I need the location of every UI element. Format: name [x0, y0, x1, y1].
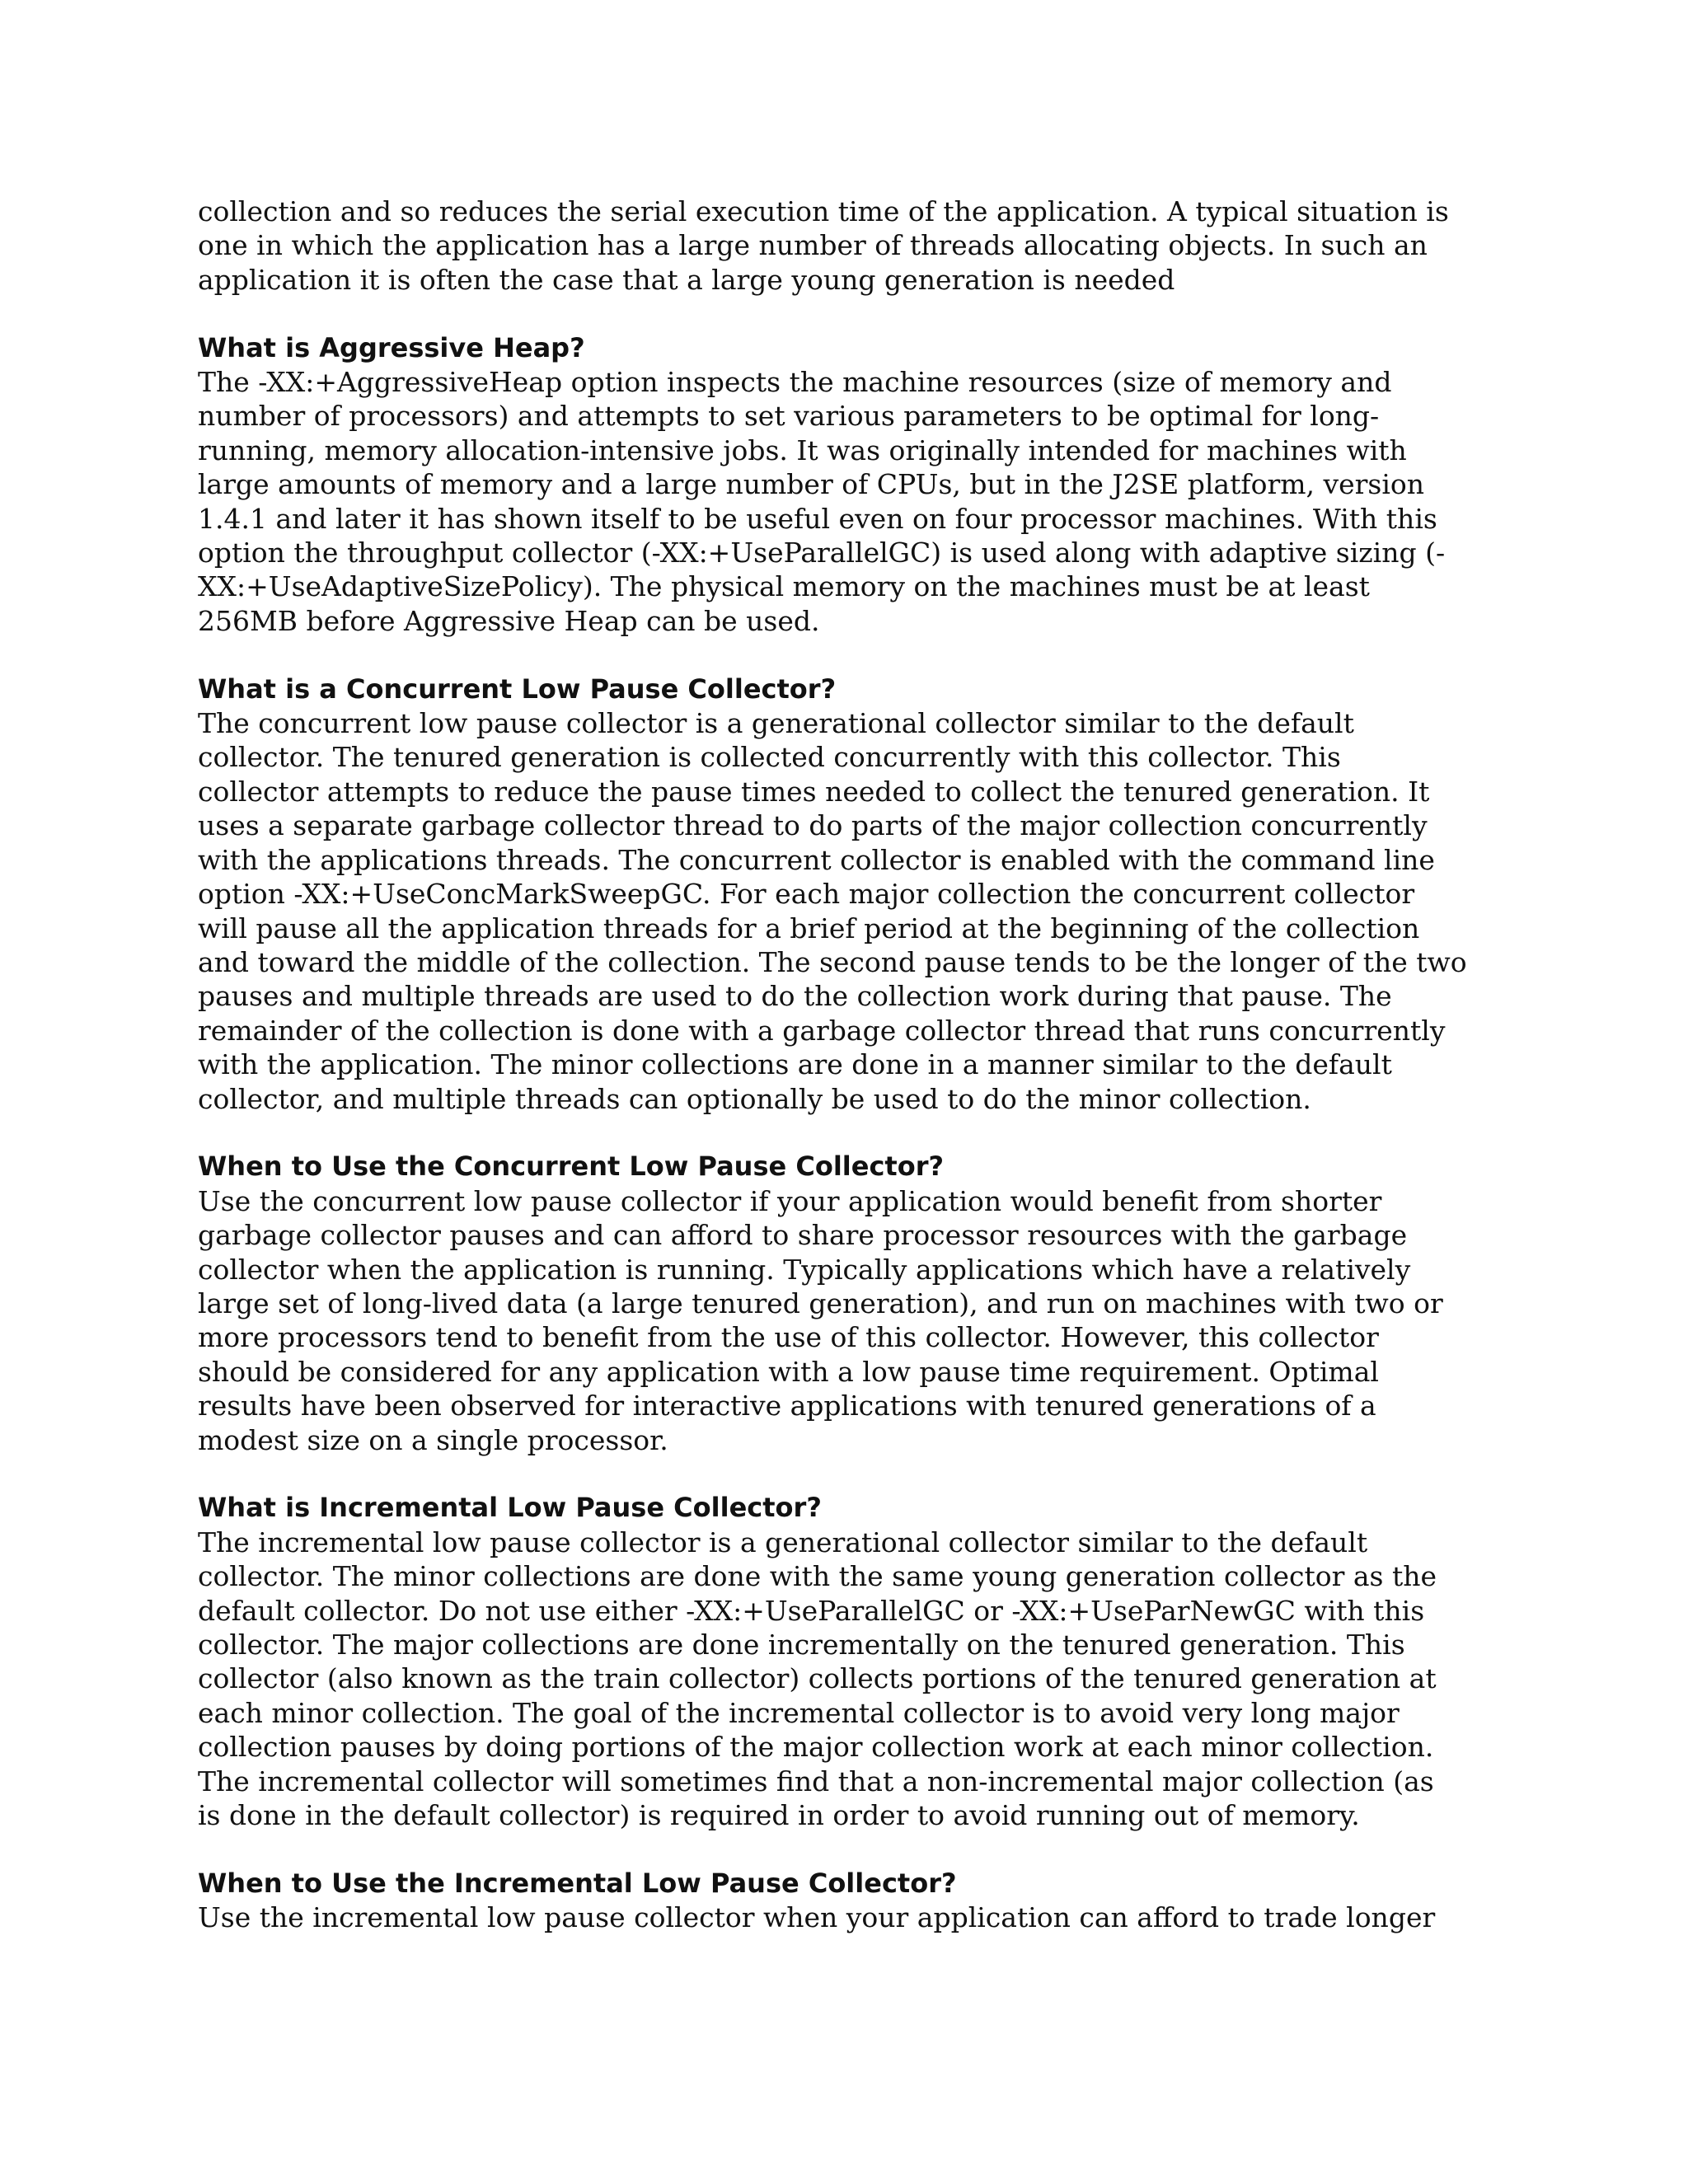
text-line: one in which the application has a large number of threads allocating objects. In such an: [198, 229, 1428, 262]
text-line: uses a separate garbage collector thread to do parts of the major collection concurrently: [198, 809, 1428, 842]
text-line: collector. The tenured generation is collected concurrently with this collector. This: [198, 741, 1341, 774]
text-line: The concurrent low pause collector is a generational collector similar to the default: [198, 707, 1354, 740]
text-line: The incremental low pause collector is a generational collector similar to the default: [198, 1526, 1368, 1558]
text-line: option the throughput collector (-XX:+UseParallelGC) is used along with adaptive sizing (-: [198, 537, 1446, 569]
text-line: remainder of the collection is done with a garbage collector thread that runs concurrently: [198, 1014, 1446, 1047]
text-line: collector attempts to reduce the pause times needed to collect the tenured generation. It: [198, 775, 1430, 808]
text-line: each minor collection. The goal of the incremental collector is to avoid very long major: [198, 1696, 1400, 1729]
text-line: is done in the default collector) is required in order to avoid running out of memory.: [198, 1799, 1360, 1832]
text-line: results have been observed for interactive applications with tenured generations of a: [198, 1390, 1376, 1422]
text-line: collection pauses by doing portions of the major collection work at each minor collection.: [198, 1731, 1434, 1764]
text-line: collector when the application is running. Typically applications which have a relatively: [198, 1253, 1411, 1286]
text-line: XX:+UseAdaptiveSizePolicy). The physical memory on the machines must be at least: [198, 570, 1370, 603]
text-line: and toward the middle of the collection. The second pause tends to be the longer of the two: [198, 945, 1467, 978]
text-line: collector (also known as the train collector) collects portions of the tenured generation at: [198, 1662, 1437, 1695]
section-body-incremental-collector: [198, 1526, 1500, 1833]
section-heading-when-concurrent: When to Use the Concurrent Low Pause Collector?: [198, 1151, 945, 1183]
text-line: running, memory allocation-intensive jobs. It was originally intended for machines with: [198, 434, 1407, 466]
text-line: default collector. Do not use either -XX:+UseParallelGC or -XX:+UseParNewGC with this: [198, 1594, 1425, 1627]
text-line: large set of long-lived data (a large tenured generation), and run on machines with two or: [198, 1286, 1443, 1319]
text-line: option -XX:+UseConcMarkSweepGC. For each major collection the concurrent collector: [198, 878, 1415, 911]
paragraph-gap: [198, 1457, 1500, 1491]
document-page: [198, 194, 1500, 1935]
paragraph-gap: [198, 1116, 1500, 1150]
text-line: should be considered for any application with a low pause time requirement. Optimal: [198, 1355, 1379, 1388]
paragraph-gap: [198, 297, 1500, 330]
section-heading-concurrent-collector: What is a Concurrent Low Pause Collector?: [198, 673, 837, 705]
text-line: application it is often the case that a large young generation is needed: [198, 263, 1175, 296]
text-line: number of processors) and attempts to set various parameters to be optimal for long-: [198, 400, 1380, 433]
text-line: collector. The major collections are done incrementally on the tenured generation. This: [198, 1629, 1405, 1661]
text-line: modest size on a single processor.: [198, 1423, 668, 1456]
section-body-when-incremental: [198, 1900, 1500, 1934]
section-body-concurrent-collector: [198, 706, 1500, 1116]
intro-paragraph: [198, 194, 1500, 297]
text-line: 256MB before Aggressive Heap can be used.: [198, 604, 820, 637]
text-line: collection and so reduces the serial execution time of the application. A typical situation is: [198, 195, 1449, 227]
text-line: collector, and multiple threads can optionally be used to do the minor collection.: [198, 1082, 1311, 1115]
text-line: The incremental collector will sometimes find that a non-incremental major collection (as: [198, 1765, 1434, 1797]
text-line: garbage collector pauses and can afford to share processor resources with the garbage: [198, 1219, 1408, 1252]
text-line: Use the concurrent low pause collector if your application would benefit from shorter: [198, 1184, 1382, 1217]
text-line: large amounts of memory and a large number of CPUs, but in the J2SE platform, version: [198, 468, 1425, 501]
text-line: Use the incremental low pause collector when your application can afford to trade longer: [198, 1901, 1436, 1934]
text-line: collector. The minor collections are done with the same young generation collector as the: [198, 1560, 1437, 1593]
section-body-when-concurrent: [198, 1184, 1500, 1457]
paragraph-gap: [198, 638, 1500, 672]
text-line: pauses and multiple threads are used to do the collection work during that pause. The: [198, 980, 1392, 1013]
text-line: with the applications threads. The concurrent collector is enabled with the command line: [198, 843, 1435, 876]
text-line: more processors tend to benefit from the use of this collector. However, this collector: [198, 1321, 1379, 1354]
section-heading-incremental-collector: What is Incremental Low Pause Collector?: [198, 1492, 822, 1524]
text-line: with the application. The minor collections are done in a manner similar to the default: [198, 1048, 1392, 1081]
text-line: The -XX:+AggressiveHeap option inspects the machine resources (size of memory and: [198, 366, 1392, 399]
section-heading-aggressive-heap: What is Aggressive Heap?: [198, 331, 585, 363]
text-line: will pause all the application threads for a brief period at the beginning of the collection: [198, 912, 1420, 944]
section-heading-when-incremental: When to Use the Incremental Low Pause Collector?: [198, 1867, 957, 1899]
text-line: 1.4.1 and later it has shown itself to be useful even on four processor machines. With this: [198, 502, 1437, 535]
section-body-aggressive-heap: [198, 365, 1500, 638]
paragraph-gap: [198, 1832, 1500, 1866]
